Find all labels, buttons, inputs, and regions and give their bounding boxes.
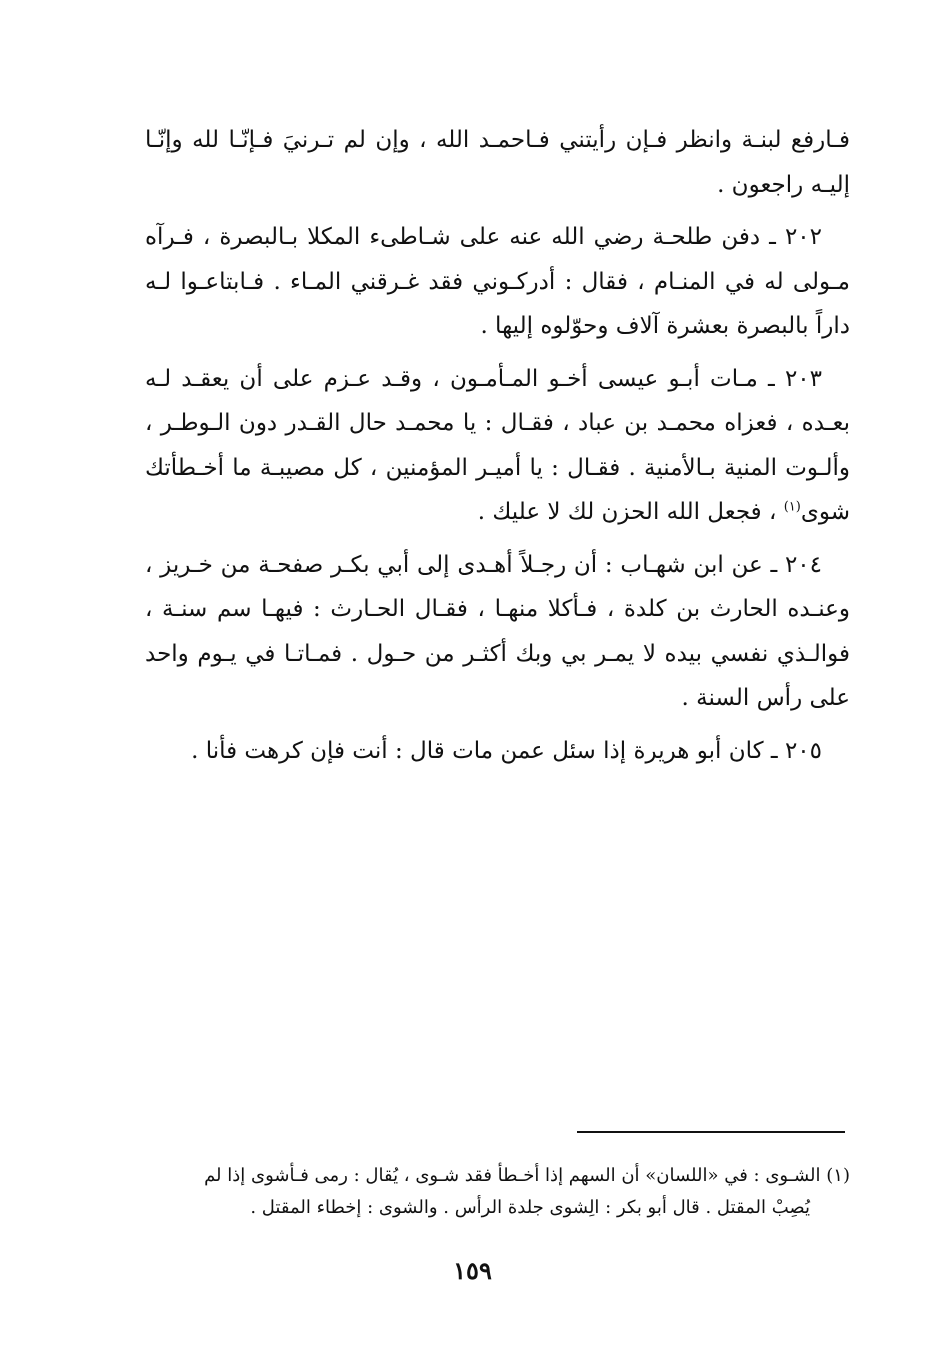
footnote-reference-mark: (١) (783, 499, 801, 515)
entry-number: ٢٠٢ (784, 224, 822, 250)
entry-203 (145, 357, 850, 535)
footnote-line-2: يُصِبْ المقتل . قال أبو بكر : الِشوى جلدة الرأس . والشوى : إخطاء المقتل . (250, 1197, 810, 1218)
entry-number: ٢٠٤ (784, 551, 822, 578)
main-text-block (145, 118, 850, 781)
intro-paragraph (145, 118, 850, 207)
entry-204 (145, 543, 850, 721)
entry-number: ٢٠٣ (784, 365, 823, 392)
entry-202 (145, 215, 850, 349)
entry-text: ـ عن ابن شهـاب : أن رجـلاً أهـدى إلى أبي بكـر صفحـة من خـريز ، وعنـده الحارث بن كلدة ، فـأكلا منهـا ، فقـال الحـارث : فيهـا سم سنـة ، فوالـذي نفسي بيده لا يمـر بي وبك أكثـر من حـول . فمـاتـا في يـوم واحد على رأس السنة . (145, 551, 850, 711)
footnote-separator-rule (577, 1131, 845, 1133)
footnote-block (145, 1160, 850, 1224)
entry-205 (145, 729, 850, 774)
page-number: ١٥٩ (453, 1256, 492, 1285)
footnote-line-1: (١) الشـوى : في «اللسان» أن السهم إذا أخـطأ فقد شـوى ، يُقال : رمى فـأشوى إذا لم (204, 1165, 850, 1186)
intro-text: فـارفع لبنـة وانظر فـإن رأيتني فـاحمـد الله ، وإن لم تـرنيَ فـإنّـا لله وإنّـا إليـه راجعون . (145, 127, 850, 198)
entry-text-continued: ، فجعل الله الحزن لك لا عليك . (477, 499, 784, 525)
entry-number: ٢٠٥ (784, 737, 822, 764)
entry-text: ـ مـات أبـو عيسى أخـو المـأمـون ، وقـد عـزم على أن يعقـد لـه بعـده ، فعزاه محمـد بن عباد ، فقـال : يا محمـد حال القـدر دون الـوطـر ، وألـوت المنية بـالأمنية . فقـال : يا أميـر المؤمنين ، كل مصيبـة ما أخـطأتك شوى (145, 365, 850, 525)
entry-text: ـ كان أبو هريرة إذا سئل عمن مات قال : أنت فإن كرهت فأنا . (191, 737, 778, 764)
entry-text: ـ دفن طلحـة رضي الله عنه على شـاطىء المكلا بـالبصرة ، فـرآه مـولى له في المنـام ، فقال : أدركـوني فقد غـرقني المـاء . فـابتاعـوا لـه داراً بالبصرة بعشرة آلاف وحوّلوه إليها . (145, 224, 850, 339)
